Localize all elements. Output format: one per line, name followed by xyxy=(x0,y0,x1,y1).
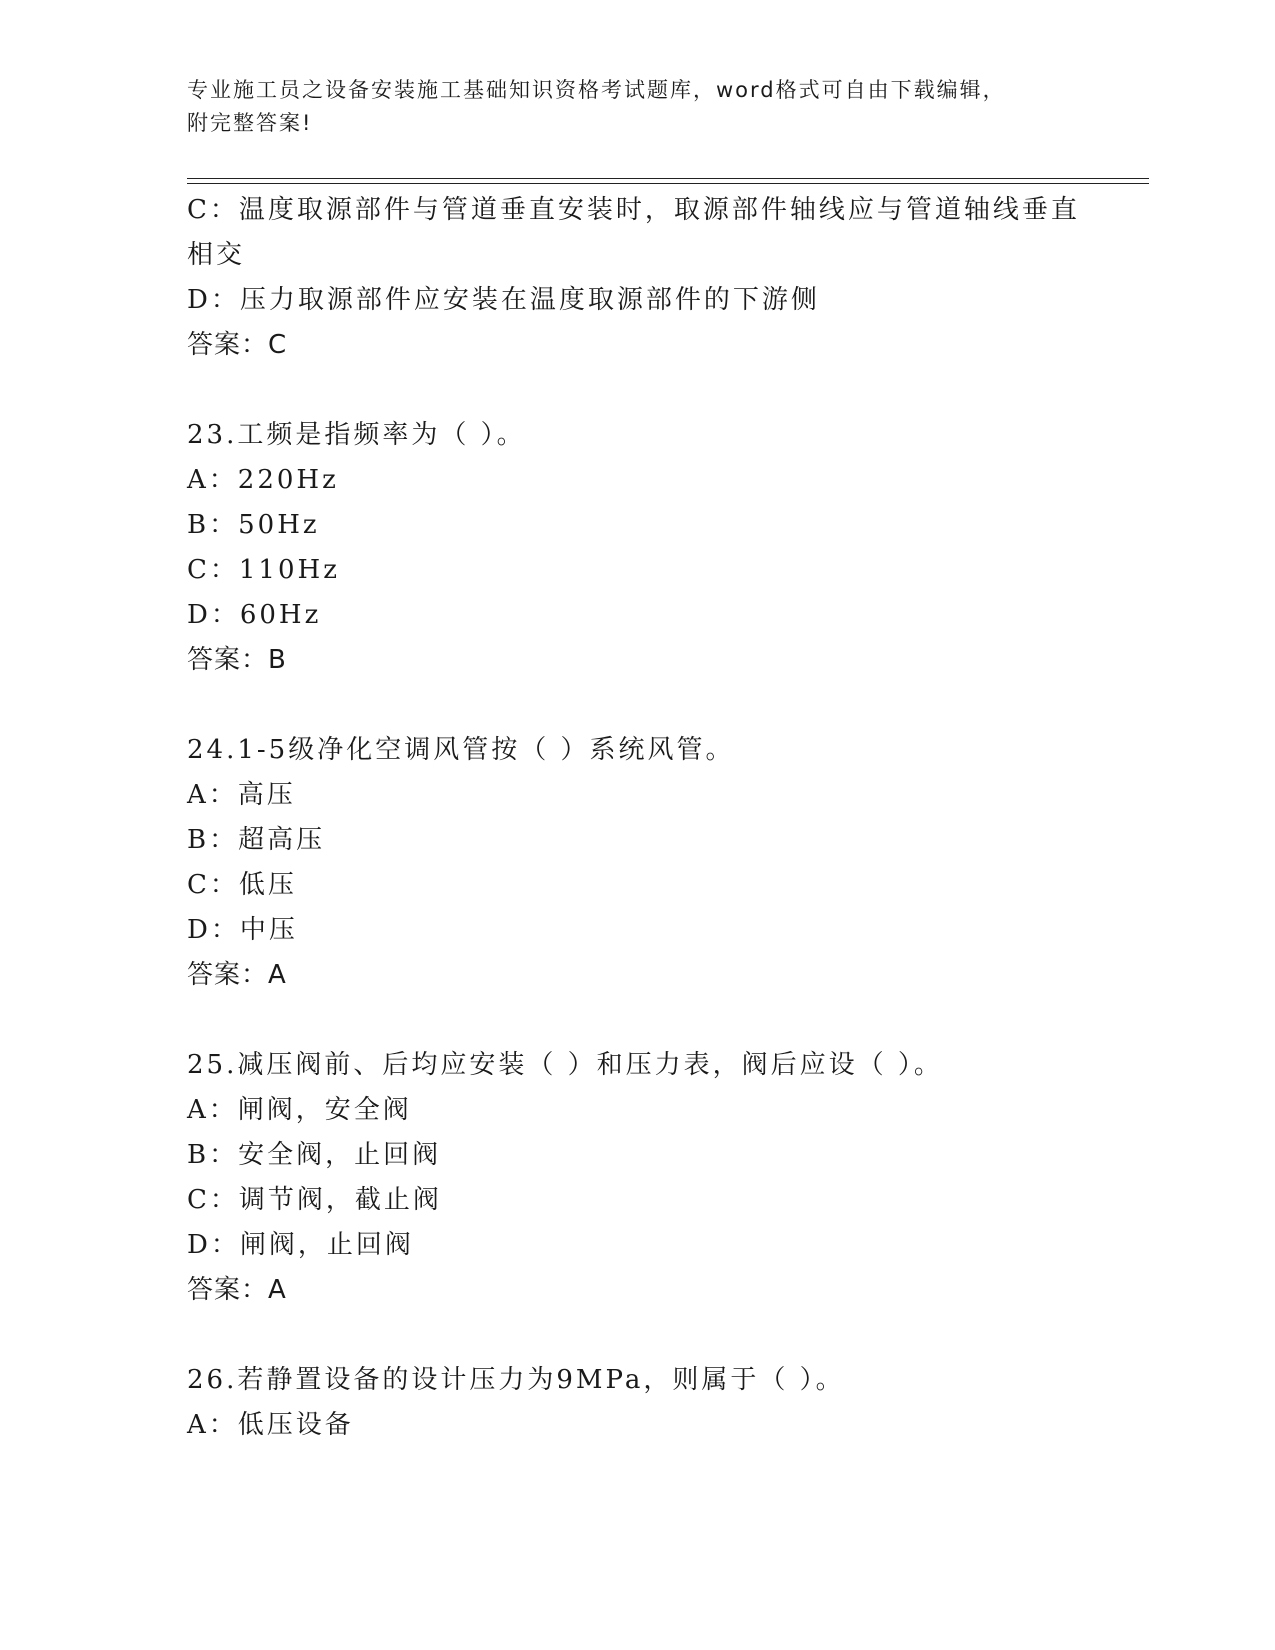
q24-answer: 答案：A xyxy=(187,960,287,990)
question-25: 25.减压阀前、后均应安装（ ）和压力表，阀后应设（ ）。 xyxy=(187,1050,943,1080)
q25-option-a: A：闸阀，安全阀 xyxy=(187,1095,412,1125)
header-title-line-1: 专业施工员之设备安装施工基础知识资格考试题库，word格式可自由下载编辑， xyxy=(187,78,1006,102)
document-header xyxy=(187,74,1067,140)
q24-option-c: C：低压 xyxy=(187,870,297,900)
q26-option-a: A：低压设备 xyxy=(187,1410,354,1440)
q24-option-a: A：高压 xyxy=(187,780,296,810)
q23-option-d: D：60Hz xyxy=(187,600,322,630)
q24-option-d: D：中压 xyxy=(187,915,298,945)
header-divider-bottom xyxy=(187,183,1149,184)
q23-option-b: B：50Hz xyxy=(187,510,320,540)
q23-option-a: A：220Hz xyxy=(187,465,339,495)
question-23: 23.工频是指频率为（ ）。 xyxy=(187,420,526,450)
header-title-line-2: 附完整答案! xyxy=(187,111,313,135)
header-divider-top xyxy=(187,178,1149,179)
prev-option-c-line-2: 相交 xyxy=(187,240,246,270)
q23-answer: 答案：B xyxy=(187,645,287,675)
q23-option-c: C：110Hz xyxy=(187,555,340,585)
q25-option-b: B：安全阀，止回阀 xyxy=(187,1140,442,1170)
question-26: 26.若静置设备的设计压力为9MPa，则属于（ ）。 xyxy=(187,1365,845,1395)
q25-answer: 答案：A xyxy=(187,1275,287,1305)
question-24: 24.1-5级净化空调风管按（ ）系统风管。 xyxy=(187,735,735,765)
prev-answer: 答案：C xyxy=(187,330,288,360)
prev-option-c-line-1: C：温度取源部件与管道垂直安装时，取源部件轴线应与管道轴线垂直 xyxy=(187,195,1080,225)
q25-option-d: D：闸阀，止回阀 xyxy=(187,1230,414,1260)
q25-option-c: C：调节阀，截止阀 xyxy=(187,1185,442,1215)
prev-option-d: D：压力取源部件应安装在温度取源部件的下游侧 xyxy=(187,285,820,315)
q24-option-b: B：超高压 xyxy=(187,825,326,855)
